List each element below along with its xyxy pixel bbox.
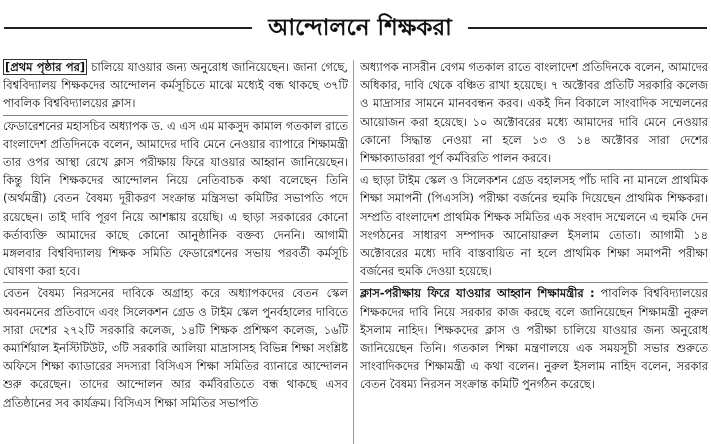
- left-paragraph-1-text: চালিয়ে যাওয়ার জন্য অনুরোধ জানিয়েছেন। জানা গেছে, বিশ্ববিদ্যালয় শিক্ষকদের আন্দোলন কর্মসূচিতে মাঝে মধ্যেই বন্ধ থাকছে ৩৭টি পাবলিক বিশ্ববিদ্যালয়ের ক্লাস।: [3, 60, 348, 111]
- paragraph-separator: [3, 282, 348, 283]
- headline: আন্দোলনে শিক্ষকরা: [268, 15, 452, 41]
- left-paragraph-1: [3, 58, 348, 113]
- column-divider: [353, 60, 354, 444]
- left-column: [3, 58, 348, 444]
- left-paragraph-2: ফেডারেশনের মহাসচিব অধ্যাপক ড. এ এস এম মাকসুদ কামাল গতকাল রাতে বাংলাদেশ প্রতিদিনকে বলেন, আমাদের দাবি মেনে নেওয়ার ব্যাপারে শিক্ষামন্ত্রী তার ওপর আস্থা রেখে ক্লাস পরীক্ষায় ফিরে যাওয়ার আহ্বান জানিয়েছেন। কিন্তু যিনি শিক্ষকদের আন্দোলন নিয়ে নেতিবাচক কথা বলেছেন তিনি (অর্থমন্ত্রী) বেতন বৈষম্য দূরীকরণ সংক্রান্ত মন্ত্রিসভা কমিটির সভাপতি পদে রয়েছেন। তাই দাবি পূরণ নিয়ে আশঙ্কায় রয়েছি। এ ছাড়া সরকারের কোনো কর্তাব্যক্তি আমাদের কাছে কোনো আনুষ্ঠানিক বক্তব্য দেননি। আগামী মঙ্গলবার বিশ্ববিদ্যালয় শিক্ষক সমিতি ফেডারেশনের সভায় পরবর্তী কর্মসূচি ঘোষণা করা হবে।: [3, 118, 348, 279]
- paragraph-separator: [3, 115, 348, 116]
- right-column: [360, 58, 708, 444]
- right-paragraph-3: [360, 284, 708, 393]
- right-paragraph-2: এ ছাড়া টাইম স্কেল ও সিলেকশন গ্রেড বহালসহ পাঁচ দাবি না মানলে প্রাথমিক শিক্ষা সমাপনী (পিএসসি) পরীক্ষা বর্জনের হুমকি দিয়েছেন প্রাথমিক শিক্ষকরা। সম্প্রতি বাংলাদেশ প্রাথমিক শিক্ষক সমিতির এক সংবাদ সম্মেলনে এ হুমকি দেন সংগঠনের সাধারণ সম্পাদক আনোয়ারুল ইসলাম তোতা। আগামী ১৪ অক্টোবরের মধ্যে দাবি বাস্তবায়িত না হলে প্রাথমিক শিক্ষা সমাপনী পরীক্ষা বর্জনের হুমকি দেওয়া হয়েছে।: [360, 173, 708, 279]
- paragraph-separator: [360, 169, 708, 170]
- right-paragraph-3-text: পাবলিক বিশ্ববিদ্যালয়ের শিক্ষকদের দাবি নিয়ে সরকার কাজ করছে বলে জানিয়েছেন শিক্ষামন্ত্রী নুরুল ইসলাম নাহিদ। শিক্ষকদের ক্লাস ও পরীক্ষা চালিয়ে যাওয়ার জন্য অনুরোধ জানিয়েছেন তিনি। গতকাল শিক্ষা মন্ত্রণালয়ে এক সময়সূচী সভার শুরুতে সাংবাদিকদের শিক্ষামন্ত্রী এ কথা বলেন। নুরুল ইসলাম নাহিদ বলেন, সরকার বেতন বৈষম্য নিরসন সংক্রান্ত কমিটি পুনর্গঠন করেছে।: [360, 286, 708, 392]
- left-paragraph-3: বেতন বৈষম্য নিরসনের দাবিকে অগ্রাহ্য করে অধ্যাপকদের বেতন স্কেল অবনমনের প্রতিবাদে এবং সিলেকশন গ্রেড ও টাইম স্কেল পুনর্বহালের দাবিতে সারা দেশের ২৭২টি সরকারি কলেজ, ১৪টি শিক্ষক প্রশিক্ষণ কলেজ, ১৬টি কমার্শিয়াল ইনস্টিটিউট, ৩টি সরকারি আলিয়া মাদ্রাসাসহ বিভিন্ন শিক্ষা সংশ্লিষ্ট অফিসে শিক্ষা ক্যাডারের সদস্যরা বিসিএস শিক্ষা সমিতির ব্যানারে আন্দোলন শুরু করেছেন। তাদের আন্দোলন আর কর্মবিরতিতে বন্ধ থাকছে এসব প্রতিষ্ঠানের সব কার্যক্রম। বিসিএস শিক্ষা সমিতির সভাপতি: [3, 286, 348, 410]
- paragraph-separator: [360, 282, 708, 283]
- headline-rule-left: [4, 27, 252, 29]
- subheading: ক্লাস-পরীক্ষায় ফিরে যাওয়ার আহ্বান শিক্ষামন্ত্রীর :: [360, 286, 595, 301]
- right-paragraph-1: অধ্যাপক নাসরীন বেগম গতকাল রাতে বাংলাদেশ প্রতিদিনকে বলেন, আমাদের অধিকার, দাবি থেকে বঞ্চিত রাখা হয়েছে। ৭ অক্টোবর প্রতিটি সরকারি কলেজ ও মাদ্রাসার সামনে মানববন্ধন করব। একই দিন বিকালে সাংবাদিক সম্মেলনের আয়োজন করা হয়েছে। ১০ অক্টোবরের মধ্যে আমাদের দাবি মেনে নেওয়ার কোনো সিদ্ধান্ত নেওয়া না হলে ১৩ ও ১৪ অক্টোবর সারা দেশের শিক্ষাক্যাডাররা পূর্ণ কর্মবিরতি পালন করবে।: [360, 60, 708, 166]
- continuation-tag: [প্রথম পৃষ্ঠার পর]: [5, 60, 86, 74]
- headline-bar: [0, 0, 711, 54]
- headline-rule-right: [468, 27, 707, 29]
